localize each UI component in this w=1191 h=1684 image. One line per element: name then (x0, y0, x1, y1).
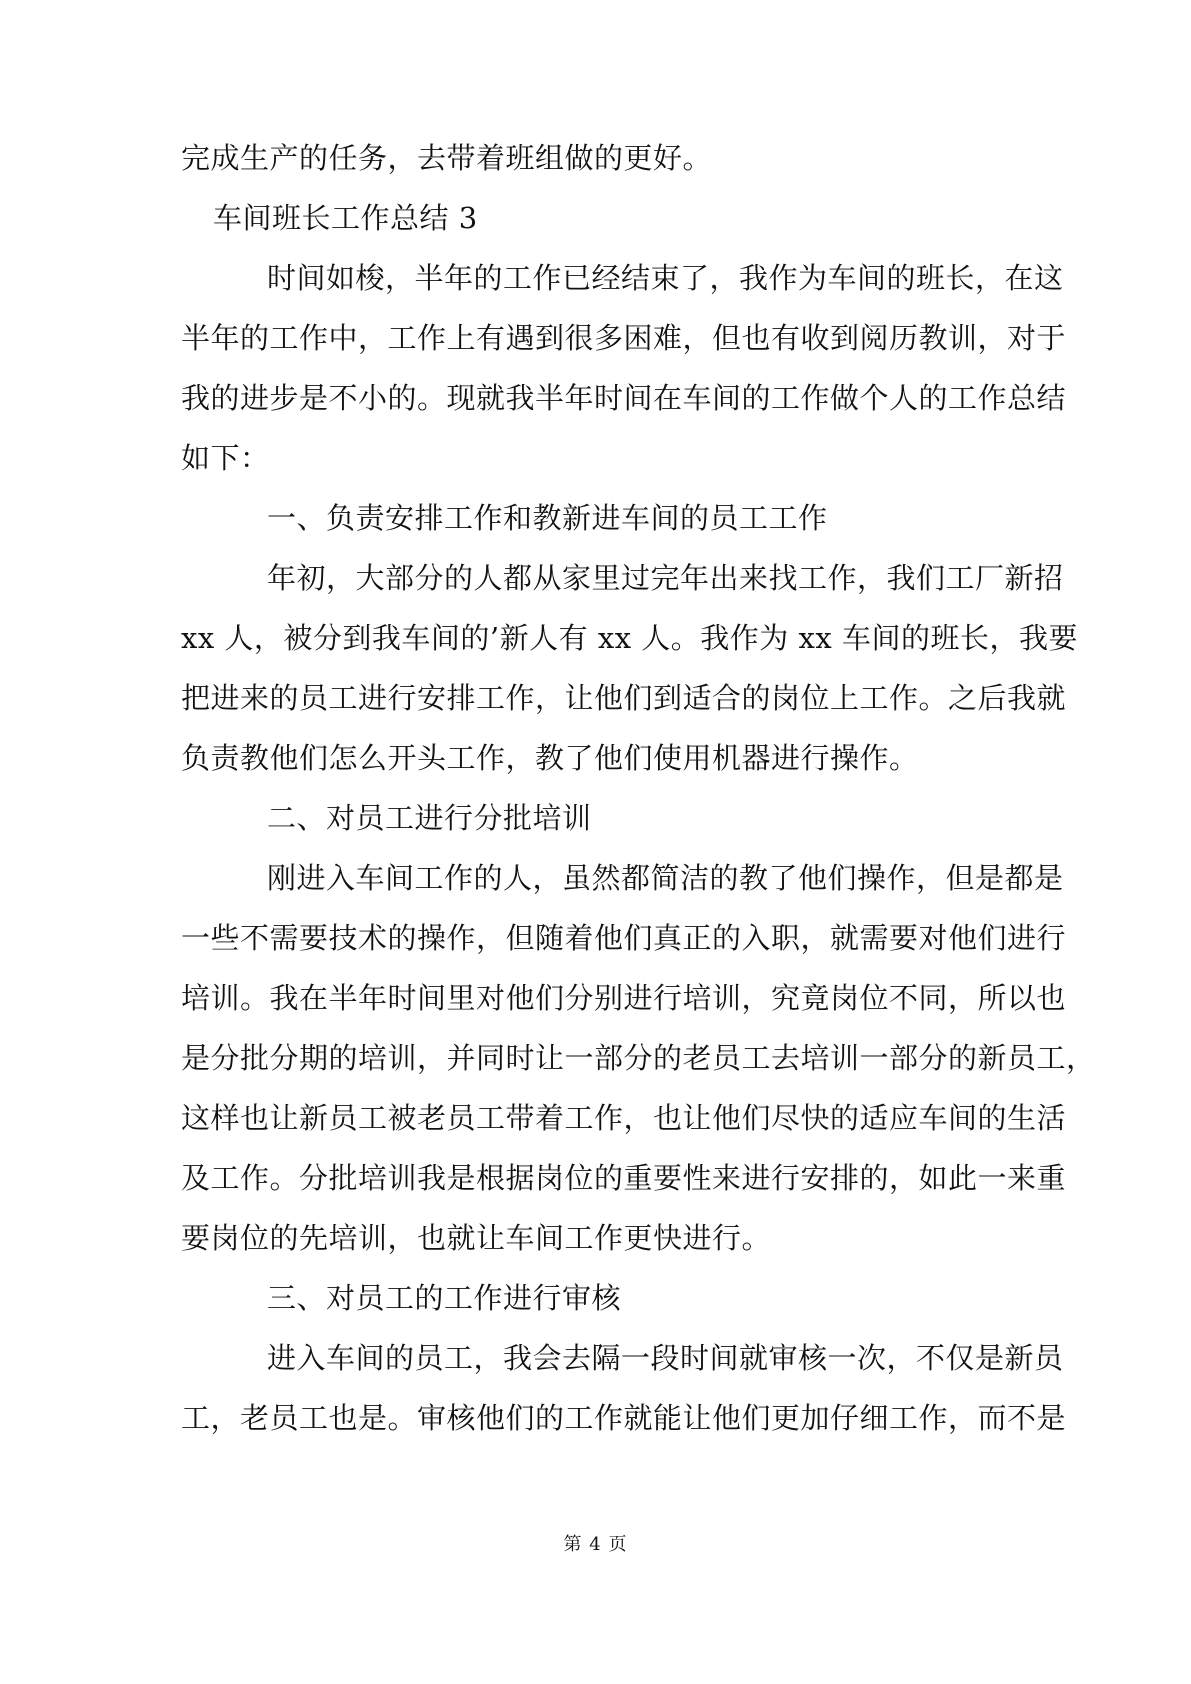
text-line: 半年的工作中，工作上有遇到很多困难，但也有收到阅历教训，对于 (181, 321, 1067, 355)
text-line: 如下： (181, 441, 270, 475)
text-line: 工，老员工也是。审核他们的工作就能让他们更加仔细工作，而不是 (181, 1401, 1067, 1435)
text-line: 完成生产的任务，去带着班组做的更好。 (181, 141, 713, 175)
text-line: 我的进步是不小的。现就我半年时间在车间的工作做个人的工作总结 (181, 381, 1067, 415)
text-line: 把进来的员工进行安排工作，让他们到适合的岗位上工作。之后我就 (181, 681, 1067, 715)
text-line: 负责教他们怎么开头工作，教了他们使用机器进行操作。 (181, 741, 919, 775)
text-line: 及工作。分批培训我是根据岗位的重要性来进行安排的，如此一来重 (181, 1161, 1067, 1195)
text-line: 是分批分期的培训，并同时让一部分的老员工去培训一部分的新员工， (181, 1041, 1096, 1075)
text-line: 三、对员工的工作进行审核 (267, 1281, 622, 1315)
text-line: 二、对员工进行分批培训 (267, 801, 592, 835)
text-line: 时间如梭，半年的工作已经结束了，我作为车间的班长，在这 (267, 261, 1064, 295)
text-line: 要岗位的先培训，也就让车间工作更快进行。 (181, 1221, 772, 1255)
text-line: 一、负责安排工作和教新进车间的员工工作 (267, 501, 828, 535)
document-body (181, 128, 1096, 1448)
text-line: 进入车间的员工，我会去隔一段时间就审核一次，不仅是新员 (267, 1341, 1064, 1375)
text-line: xx 人，被分到我车间的’新人有 xx 人。我作为 xx 车间的班长，我要 (181, 621, 1078, 655)
text-line: 刚进入车间工作的人，虽然都简洁的教了他们操作，但是都是 (267, 861, 1064, 895)
text-line: 一些不需要技术的操作，但随着他们真正的入职，就需要对他们进行 (181, 921, 1067, 955)
page-number: 第 4 页 (563, 1534, 628, 1555)
text-line: 培训。我在半年时间里对他们分别进行培训，究竟岗位不同，所以也 (181, 981, 1067, 1015)
text-line: 这样也让新员工被老员工带着工作，也让他们尽快的适应车间的生活 (181, 1101, 1067, 1135)
text-line: 年初，大部分的人都从家里过完年出来找工作，我们工厂新招 (267, 561, 1064, 595)
text-line: 车间班长工作总结 3 (213, 201, 478, 235)
